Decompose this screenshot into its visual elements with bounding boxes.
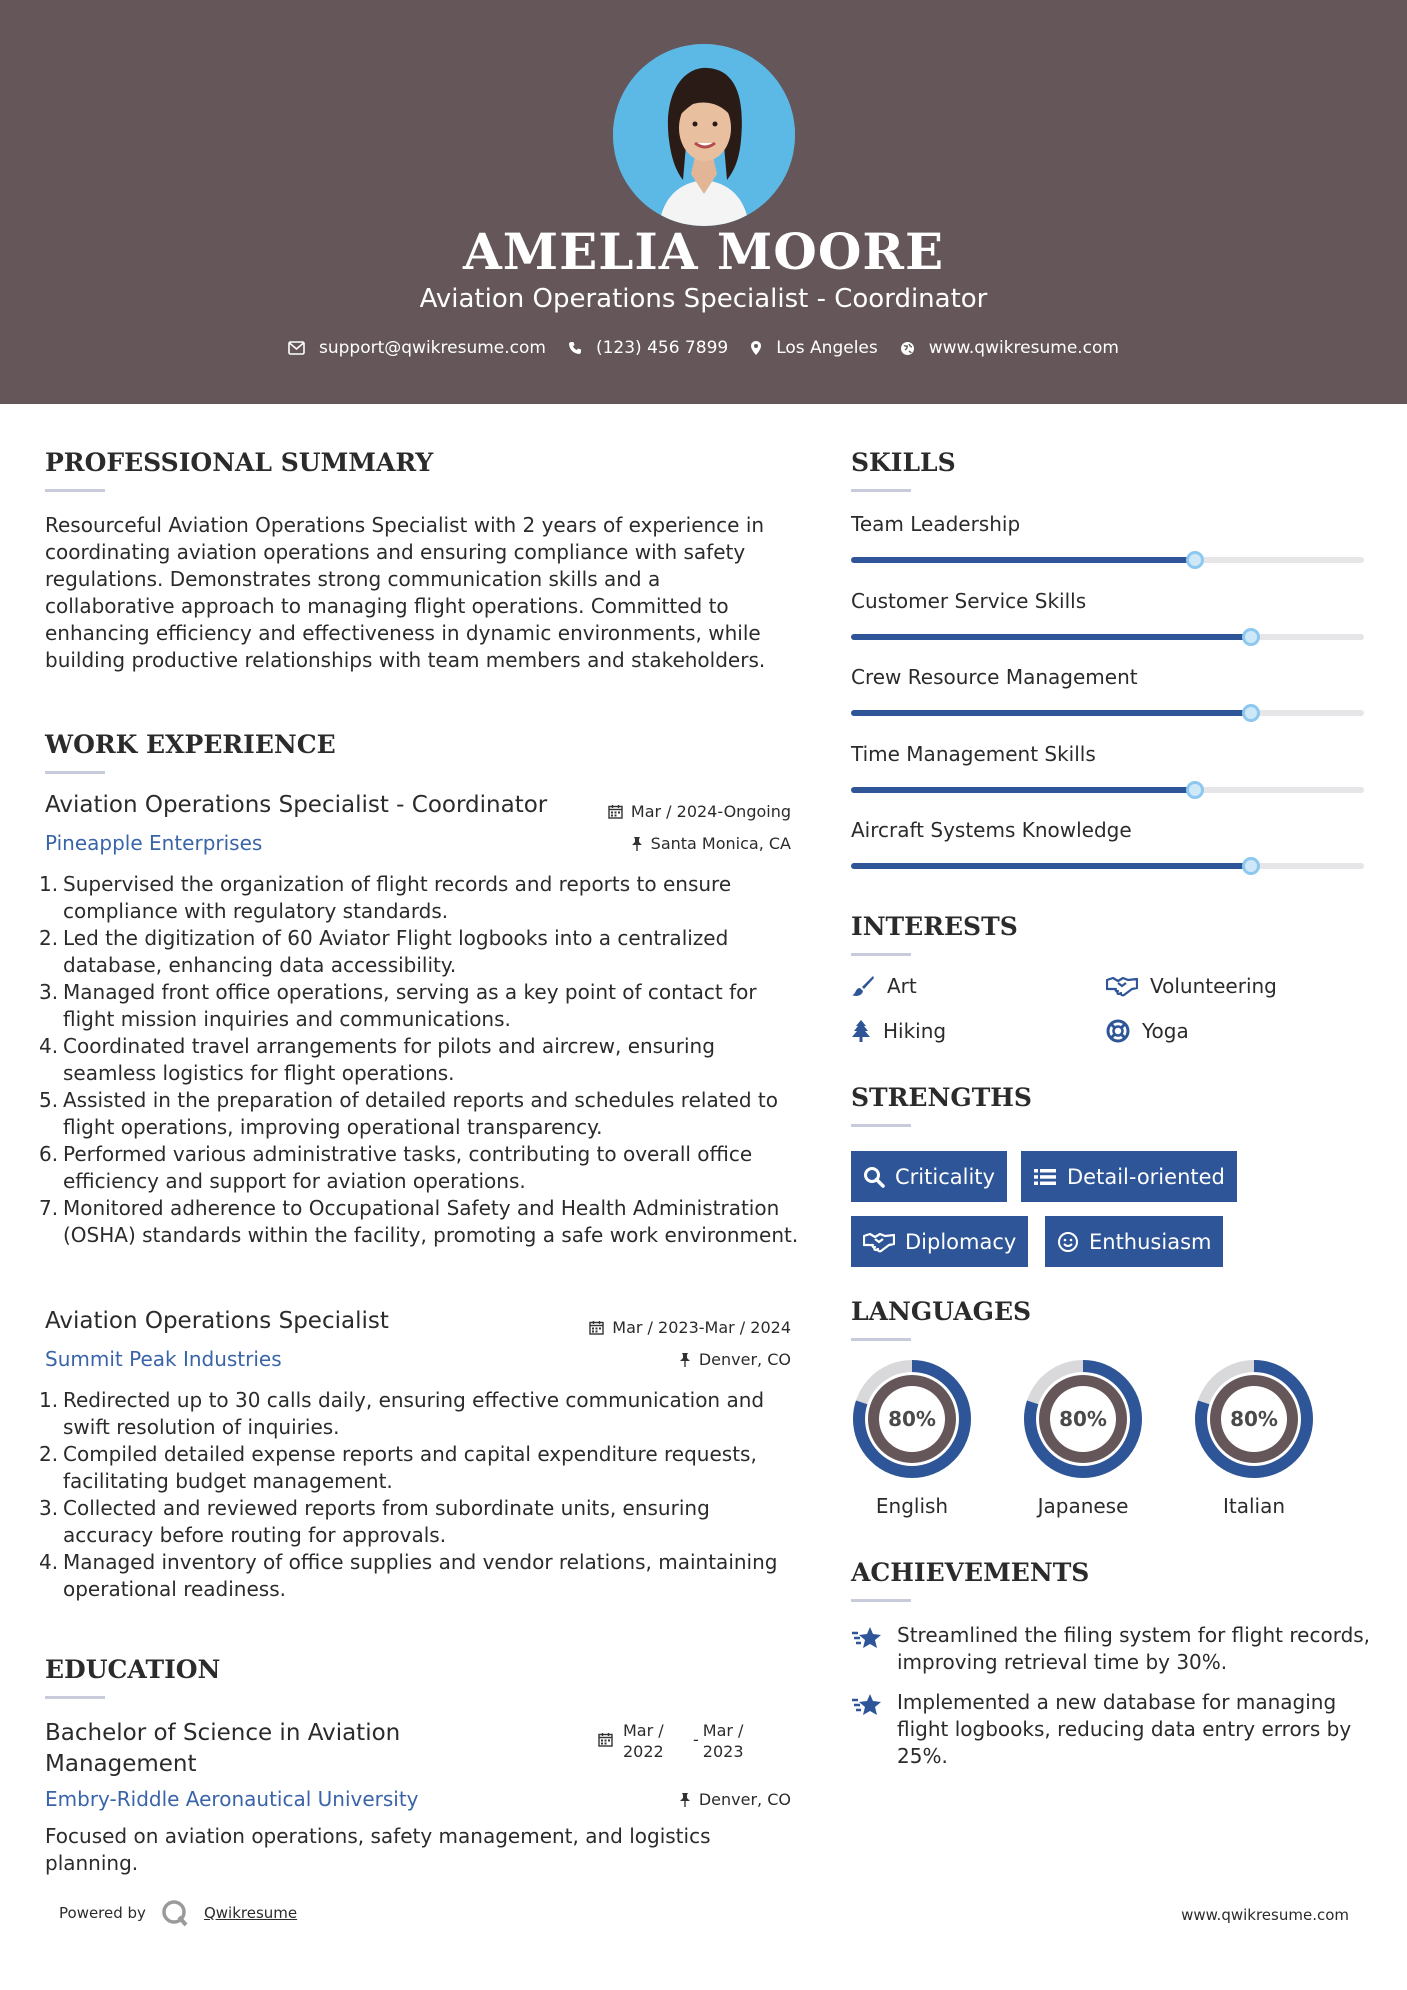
contact-phone[interactable] bbox=[568, 338, 728, 358]
achievement-text: Implemented a new database for managing flight logbooks, reducing data entry errors by 25%. bbox=[897, 1690, 1352, 1768]
education-location bbox=[679, 1790, 791, 1809]
language-percent: 80% bbox=[1230, 1407, 1278, 1431]
qwikresume-logo-icon bbox=[160, 1898, 190, 1928]
shooting-star-icon bbox=[851, 1624, 883, 1652]
strength-badge-criticality bbox=[851, 1151, 1007, 1202]
list-item: 7. Monitored adherence to Occupational Safety and Health Administration (OSHA) standards within the facility, promoting a safe work environment. bbox=[39, 1196, 799, 1247]
skill-bar-knob bbox=[1186, 781, 1204, 799]
resume-header bbox=[0, 0, 1407, 404]
skill-label: Aircraft Systems Knowledge bbox=[851, 818, 1132, 842]
achievements-underline bbox=[851, 1599, 911, 1602]
job-bullets-2 bbox=[39, 1387, 799, 1603]
company-name-2[interactable]: Summit Peak Industries bbox=[45, 1347, 282, 1371]
job-title-2: Aviation Operations Specialist bbox=[45, 1308, 389, 1334]
interest-volunteering bbox=[1106, 974, 1277, 998]
footer-powered-by bbox=[59, 1898, 297, 1928]
achievement-item-2 bbox=[851, 1689, 1371, 1770]
language-name: Japanese bbox=[1037, 1494, 1129, 1518]
date-separator: - bbox=[693, 1730, 699, 1749]
skill-bar-knob bbox=[1186, 551, 1204, 569]
interest-label: Yoga bbox=[1142, 1019, 1189, 1043]
list-item: 2. Compiled detailed expense reports and capital expenditure requests, facilitating budget management. bbox=[39, 1442, 757, 1493]
powered-by-label: Powered by bbox=[59, 1904, 146, 1922]
job-dates-text-1: Mar / 2024-Ongoing bbox=[630, 802, 791, 821]
job-location-text-2: Denver, CO bbox=[698, 1350, 791, 1369]
skill-bar-fill bbox=[851, 710, 1251, 716]
contact-bar bbox=[0, 338, 1407, 358]
language-percent: 80% bbox=[1059, 1407, 1107, 1431]
degree-title: Bachelor of Science in Aviation Management bbox=[45, 1720, 401, 1777]
interest-label: Hiking bbox=[883, 1019, 947, 1043]
language-name: Italian bbox=[1222, 1494, 1286, 1518]
list-item: 5. Assisted in the preparation of detailed reports and schedules related to flight operations, improving operational transparency. bbox=[39, 1088, 778, 1139]
job-location-1 bbox=[631, 834, 791, 853]
skills-heading: SKILLS bbox=[851, 448, 956, 477]
language-ring bbox=[1192, 1357, 1316, 1485]
phone-text: (123) 456 7899 bbox=[595, 338, 729, 358]
skill-bar-knob bbox=[1242, 857, 1260, 875]
list-item: 1. Redirected up to 30 calls daily, ensuring effective communication and swift resolution of inquiries. bbox=[39, 1388, 765, 1439]
strength-label: Enthusiasm bbox=[1089, 1229, 1212, 1254]
brand-link[interactable]: Qwikresume bbox=[203, 1904, 298, 1922]
interest-label: Art bbox=[887, 974, 917, 998]
globe-icon bbox=[900, 341, 915, 356]
contact-website[interactable] bbox=[900, 338, 1119, 358]
search-icon bbox=[863, 1166, 885, 1188]
interests-heading: INTERESTS bbox=[851, 912, 1018, 941]
experience-underline bbox=[45, 771, 105, 774]
pushpin-icon bbox=[631, 836, 643, 851]
skill-label: Crew Resource Management bbox=[851, 665, 1138, 689]
skill-label: Team Leadership bbox=[851, 512, 1021, 536]
interest-art bbox=[851, 974, 917, 998]
calendar-icon bbox=[598, 1732, 613, 1747]
summary-underline bbox=[45, 489, 105, 492]
phone-icon bbox=[568, 341, 582, 355]
skill-bar-fill bbox=[851, 863, 1251, 869]
map-pin-icon bbox=[750, 340, 762, 356]
handshake-icon bbox=[1106, 975, 1138, 997]
job-title-1: Aviation Operations Specialist - Coordinator bbox=[45, 792, 548, 818]
language-ring bbox=[1021, 1357, 1145, 1485]
education-dates bbox=[598, 1720, 751, 1762]
skill-bar bbox=[851, 787, 1364, 793]
interest-label: Volunteering bbox=[1150, 974, 1277, 998]
education-location-text: Denver, CO bbox=[698, 1790, 791, 1809]
skill-bar-fill bbox=[851, 634, 1251, 640]
candidate-name: AMELIA MOORE bbox=[462, 222, 945, 281]
job-location-text-1: Santa Monica, CA bbox=[650, 834, 791, 853]
tree-icon bbox=[851, 1019, 871, 1043]
handshake-icon bbox=[863, 1231, 895, 1253]
list-item: 2. Led the digitization of 60 Aviator Flight logbooks into a centralized database, enhancing data accessibility. bbox=[39, 926, 729, 977]
skill-bar bbox=[851, 634, 1364, 640]
list-item: 6. Performed various administrative tasks, contributing to overall office efficiency and support for aviation operations. bbox=[39, 1142, 753, 1193]
skill-label: Customer Service Skills bbox=[851, 588, 1087, 613]
interest-hiking bbox=[851, 1019, 946, 1043]
list-item: 1. Supervised the organization of flight records and reports to ensure compliance with regulatory standards. bbox=[39, 872, 732, 923]
skill-bar-fill bbox=[851, 557, 1195, 563]
skill-bar bbox=[851, 557, 1364, 563]
education-start: Mar / 2022 bbox=[623, 1721, 664, 1761]
summary-text: Resourceful Aviation Operations Specialist with 2 years of experience in coordinating aviation operations and ensuring compliance with safety regulations. Demonstrates strong communication skills and a collaborative approach to managing flight operations. Committed to enhancing efficiency and effectiveness in dynamic environments, while building productive relationships with team members and stakeholders. bbox=[45, 513, 766, 672]
strength-label: Detail-oriented bbox=[1067, 1164, 1225, 1189]
interest-yoga bbox=[1106, 1019, 1189, 1043]
contact-location bbox=[750, 338, 878, 358]
skill-bar-knob bbox=[1242, 628, 1260, 646]
skill-bar bbox=[851, 710, 1364, 716]
profile-photo bbox=[613, 44, 795, 226]
job-location-2 bbox=[679, 1350, 791, 1369]
list-item: 4. Managed inventory of office supplies and vendor relations, maintaining operational readiness. bbox=[39, 1550, 778, 1601]
pushpin-icon bbox=[679, 1792, 691, 1807]
education-heading: EDUCATION bbox=[45, 1655, 221, 1684]
job-dates-1 bbox=[608, 802, 791, 821]
pushpin-icon bbox=[679, 1352, 691, 1367]
strength-label: Diplomacy bbox=[905, 1229, 1017, 1254]
list-item: 3. Collected and reviewed reports from subordinate units, ensuring accuracy before routing for approvals. bbox=[39, 1496, 710, 1547]
portrait-image bbox=[613, 44, 795, 226]
location-text: Los Angeles bbox=[776, 338, 878, 358]
language-percent: 80% bbox=[888, 1407, 936, 1431]
job-dates-text-2: Mar / 2023-Mar / 2024 bbox=[612, 1318, 791, 1337]
footer-website[interactable]: www.qwikresume.com bbox=[1181, 1906, 1349, 1924]
skill-bar-knob bbox=[1242, 704, 1260, 722]
strength-label: Criticality bbox=[895, 1164, 995, 1189]
smile-icon bbox=[1057, 1231, 1079, 1253]
job-dates-2 bbox=[589, 1318, 791, 1337]
achievement-item-1 bbox=[851, 1622, 1371, 1676]
language-ring-chart bbox=[1021, 1357, 1145, 1481]
language-ring-chart bbox=[850, 1357, 974, 1481]
strengths-heading: STRENGTHS bbox=[851, 1083, 1032, 1112]
strengths-underline bbox=[851, 1124, 911, 1127]
calendar-icon bbox=[589, 1320, 604, 1335]
calendar-icon bbox=[608, 804, 623, 819]
website-text: www.qwikresume.com bbox=[928, 338, 1119, 358]
shooting-star-icon bbox=[851, 1691, 883, 1719]
languages-heading: LANGUAGES bbox=[851, 1297, 1032, 1326]
language-name: English bbox=[875, 1494, 949, 1518]
skills-underline bbox=[851, 489, 911, 492]
language-ring bbox=[850, 1357, 974, 1485]
education-description: Focused on aviation operations, safety management, and logistics planning. bbox=[45, 1824, 711, 1875]
strength-badge-diplomacy bbox=[851, 1216, 1028, 1267]
achievements-heading: ACHIEVEMENTS bbox=[851, 1558, 1090, 1587]
job-bullets-1 bbox=[39, 871, 799, 1249]
languages-underline bbox=[851, 1338, 911, 1341]
company-name-1[interactable]: Pineapple Enterprises bbox=[45, 831, 263, 855]
paintbrush-icon bbox=[851, 974, 875, 998]
skill-bar bbox=[851, 863, 1364, 869]
education-end: Mar / 2023 bbox=[702, 1721, 744, 1761]
email-text: support@qwikresume.com bbox=[319, 338, 546, 358]
strength-badge-detail-oriented bbox=[1021, 1151, 1237, 1202]
summary-heading: PROFESSIONAL SUMMARY bbox=[45, 448, 434, 477]
strength-badge-enthusiasm bbox=[1045, 1216, 1223, 1267]
skill-bar-fill bbox=[851, 787, 1195, 793]
contact-email[interactable] bbox=[288, 338, 546, 358]
language-ring-chart bbox=[1192, 1357, 1316, 1481]
envelope-icon bbox=[288, 341, 305, 355]
list-item: 4. Coordinated travel arrangements for pilots and aircrew, ensuring seamless logistics for flight operations. bbox=[39, 1034, 715, 1085]
achievement-text: Streamlined the filing system for flight records, improving retrieval time by 30%. bbox=[897, 1623, 1371, 1674]
skill-label: Time Management Skills bbox=[851, 741, 1096, 766]
experience-heading: WORK EXPERIENCE bbox=[45, 730, 336, 759]
list-icon bbox=[1033, 1167, 1057, 1187]
list-item: 3. Managed front office operations, serving as a key point of contact for flight mission inquiries and communications. bbox=[39, 980, 757, 1031]
education-underline bbox=[45, 1696, 105, 1699]
candidate-title: Aviation Operations Specialist - Coordinator bbox=[419, 284, 988, 314]
lifebuoy-icon bbox=[1106, 1019, 1130, 1043]
interests-underline bbox=[851, 953, 911, 956]
school-name[interactable]: Embry-Riddle Aeronautical University bbox=[45, 1787, 419, 1811]
